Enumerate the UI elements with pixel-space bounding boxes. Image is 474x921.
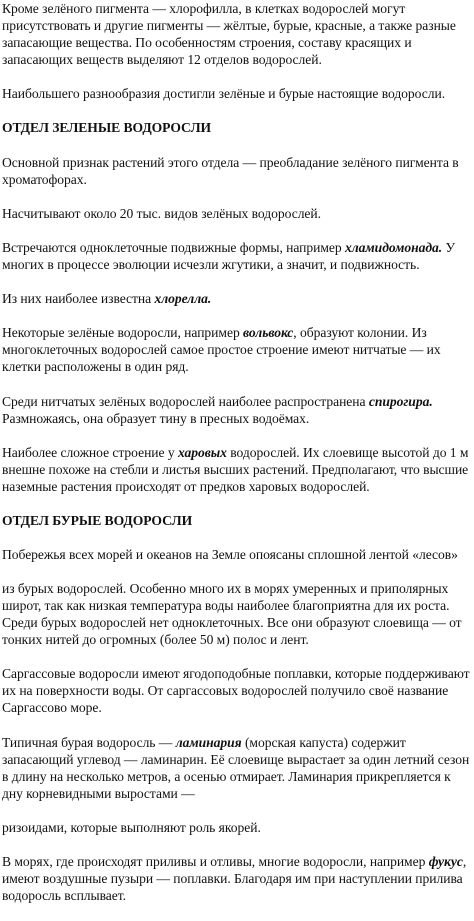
text: , образуют колонии. Из многоклеточных водорослей самое простое строение имеют нитчатые — их клетки расположены в один ряд. bbox=[2, 325, 441, 375]
text: Типичная бурая водоросль — bbox=[2, 734, 176, 750]
text: В морях, где происходят приливы и отливы, многие водоросли, например bbox=[2, 854, 429, 869]
text: (морская капуста) содержит запасающий углевод — ламинарин. Её слоевище вырастает за один летний сезон в длину на несколько метров, а осенью отмирает. Ламинария прикрепляется к дну корневидными выростами — bbox=[2, 734, 470, 801]
term-chlorella: хлорелла. bbox=[154, 291, 212, 307]
text: Встречаются одноклеточные подвижные формы, например bbox=[2, 239, 345, 255]
text: Из них наиболее известна bbox=[2, 291, 155, 307]
paragraph-diversity: Наибольшего разнообразия достигли зелёные и бурые настоящие водоросли. bbox=[2, 86, 446, 102]
term-fucus: фукус bbox=[428, 854, 463, 869]
paragraph-volvox bbox=[2, 324, 472, 375]
term-spirogyra: спирогира. bbox=[368, 393, 433, 409]
term-charophytes: харовых bbox=[177, 444, 227, 460]
term-chlamydomonas: хламидомонада. bbox=[345, 239, 443, 255]
text: Размножаясь, она образует тину в пресных водоёмах. bbox=[2, 410, 310, 426]
text: У многих в процессе эволюции исчезли жгутики, а значит, и подвижность. bbox=[2, 239, 456, 272]
heading-green-algae: ОТДЕЛ ЗЕЛЕНЫЕ ВОДОРОСЛИ bbox=[2, 120, 212, 136]
heading-brown-algae: ОТДЕЛ БУРЫЕ ВОДОРОСЛИ bbox=[2, 512, 193, 528]
text: Среди нитчатых зелёных водорослей наиболее распространена bbox=[2, 393, 369, 409]
paragraph-green-feature: Основной признак растений этого отдела — преобладание зелёного пигмента в хроматофорах. bbox=[2, 154, 459, 187]
paragraph-chlorella bbox=[2, 290, 472, 307]
paragraph-rhizoids: ризоидами, которые выполняют роль якорей. bbox=[2, 819, 261, 835]
term-volvox: вольвокс bbox=[243, 325, 294, 341]
paragraph-brown-habitat: из бурых водорослей. Особенно много их в морях умеренных и приполярных широт, так как низкая температура воды наиболее благоприятна для их роста. Среди бурых водорослей нет одноклеточных. Все они образуют слоевища — от тонких нитей до огромных (более 50 м) полос и лент. bbox=[2, 581, 462, 648]
paragraph-green-count: Насчитывают около 20 тыс. видов зелёных водорослей. bbox=[2, 205, 321, 221]
paragraph-chlamydomonas bbox=[2, 239, 472, 273]
text: водорослей. Их слоевище высотой до 1 м внешне похоже на стебли и листья высших растений. Предполагают, что высшие наземные растения происходят от предков харовых водорослей. bbox=[2, 444, 469, 494]
paragraph-laminaria bbox=[2, 734, 472, 802]
paragraph-pigments: Кроме зелёного пигмента — хлорофилла, в клетках водорослей могут присутствовать и другие пигменты — жёлтые, бурые, красные, а также разные запасающие вещества. По особенностям строения, составу красящих и запасающих веществ выделяют 12 отделов водорослей. bbox=[2, 1, 456, 67]
paragraph-sargassum: Саргассовые водоросли имеют ягодоподобные поплавки, которые поддерживают их на поверхности воды. От саргассовых водорослей получило своё название Саргассово море. bbox=[2, 666, 470, 716]
text: , имеют воздушные пузыри — поплавки. Благодаря им при наступлении прилива водоросль всплывает. bbox=[2, 854, 467, 903]
paragraph-charophytes bbox=[2, 444, 472, 495]
paragraph-spirogyra bbox=[2, 393, 472, 427]
paragraph-fucus bbox=[2, 853, 472, 904]
term-laminaria: ламинария bbox=[175, 734, 242, 750]
text: Наиболее сложное строение у bbox=[2, 444, 178, 460]
document-page bbox=[2, 0, 472, 921]
text: Некоторые зелёные водоросли, например bbox=[2, 325, 244, 341]
paragraph-coasts: Побережья всех морей и океанов на Земле опоясаны сплошной лентой «лесов» bbox=[2, 547, 458, 563]
